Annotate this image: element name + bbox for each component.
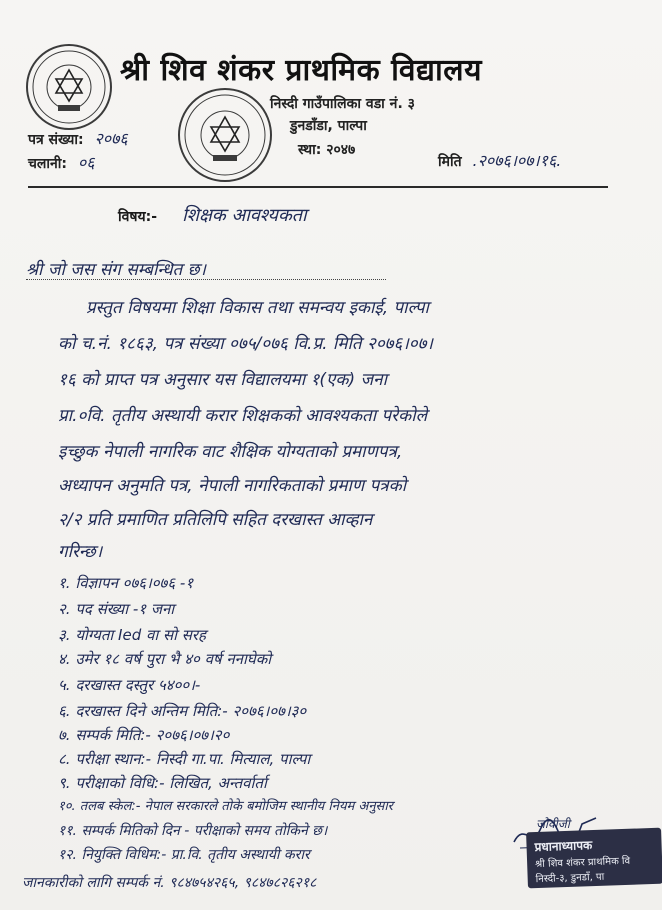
school-seal-middle [178, 88, 272, 182]
subject-label: विषय:- [118, 209, 158, 225]
body-line: अध्यापन अनुमति पत्र, नेपाली नागरिकताको प्रमाण पत्रको [58, 476, 407, 496]
list-item: ९. परीक्षाको विधि:- लिखित, अन्तर्वार्ता [58, 774, 267, 792]
list-item: ३. योग्यता Ied वा सो सरह [58, 626, 207, 644]
letter-number-label: पत्र संख्या: [28, 132, 84, 148]
list-item: २. पद संख्या -१ जना [58, 600, 175, 618]
dispatch-number-value: ०६ [77, 153, 95, 172]
list-item: १२. नियुक्ति विधिम:- प्रा.वि. तृतीय अस्थायी करार [58, 847, 310, 863]
letter-number-value: २०७६ [94, 129, 128, 148]
school-name-title: श्री शिव शंकर प्राथमिक विद्यालय [120, 53, 482, 88]
stamp-address: निस्दी-३, डुनडाँ, पा [535, 871, 605, 886]
date-row [438, 152, 561, 171]
signature-text: जोवीजी [536, 817, 570, 831]
contact-line: जानकारीको लागि सम्पर्क नं. ९८४७५४२६५, ९८४७८२६२१८ [22, 875, 317, 891]
address-line: डुनडाँडा, पाल्पा [290, 118, 367, 134]
list-item: ७. सम्पर्क मिति:- २०७६।०७।२० [58, 726, 230, 744]
stamp-school: श्री शिव शंकर प्राथमिक वि [535, 855, 631, 871]
list-item: ५. दरखास्त दस्तुर ५४००।- [58, 676, 201, 694]
star-of-david-seal-icon [180, 90, 270, 180]
established-line: स्था: २०४७ [298, 142, 356, 158]
body-line: को च.नं. १८६३, पत्र संख्या ०७५/०७६ वि.प्र. मिति २०७६।०७। [58, 334, 433, 354]
subject-value: शिक्षक आवश्यकता [182, 205, 307, 226]
list-item: ४. उमेर १८ वर्ष पुरा भै ४० वर्ष ननाघेको [58, 650, 272, 668]
headmaster-stamp [526, 828, 662, 889]
municipality-line: निस्दी गाउँपालिका वडा नं. ३ [270, 96, 415, 112]
date-value: .२०७६।०७।१६. [472, 151, 562, 170]
list-item: १. विज्ञापन ०७६।०७६ -१ [58, 574, 194, 592]
letter-number-row [28, 130, 128, 149]
star-of-david-seal-icon [28, 46, 110, 128]
body-line: गरिन्छ। [58, 542, 103, 562]
body-line: प्रा.०वि. तृतीय अस्थायी करार शिक्षकको आवश्यकता परेकोले [58, 406, 428, 426]
body-line: २/२ प्रति प्रमाणित प्रतिलिपि सहित दरखास्त आव्हान [58, 510, 373, 530]
list-item: ८. परीक्षा स्थान:- निस्दी गा.पा. मित्याल, पाल्पा [58, 750, 311, 768]
date-label: मिति [438, 154, 462, 170]
stamp-title: प्रधानाध्यापक [534, 838, 593, 855]
list-item: ६. दरखास्त दिने अन्तिम मिति:- २०७६।०७।३० [58, 702, 307, 720]
body-line: १६ को प्राप्त पत्र अनुसार यस विद्यालयमा १(एक) जना [58, 370, 387, 390]
header-divider [28, 186, 608, 188]
dispatch-number-row [28, 154, 95, 173]
body-line: इच्छुक नेपाली नागरिक वाट शैक्षिक योग्यताको प्रमाणपत्र, [58, 442, 403, 462]
subject-row [118, 206, 307, 226]
list-item: ११. सम्पर्क मितिको दिन - परीक्षाको समय तोकिने छ। [58, 823, 328, 839]
body-line: प्रस्तुत विषयमा शिक्षा विकास तथा समन्वय इकाई, पाल्पा [86, 298, 429, 318]
dispatch-number-label: चलानी: [28, 156, 68, 172]
salutation-line: श्री जो जस संग सम्बन्धित छ। [26, 262, 386, 280]
school-seal-left [26, 44, 112, 130]
list-item: १०. तलब स्केल:- नेपाल सरकारले तोके बमोजिम स्थानीय नियम अनुसार [58, 799, 394, 814]
